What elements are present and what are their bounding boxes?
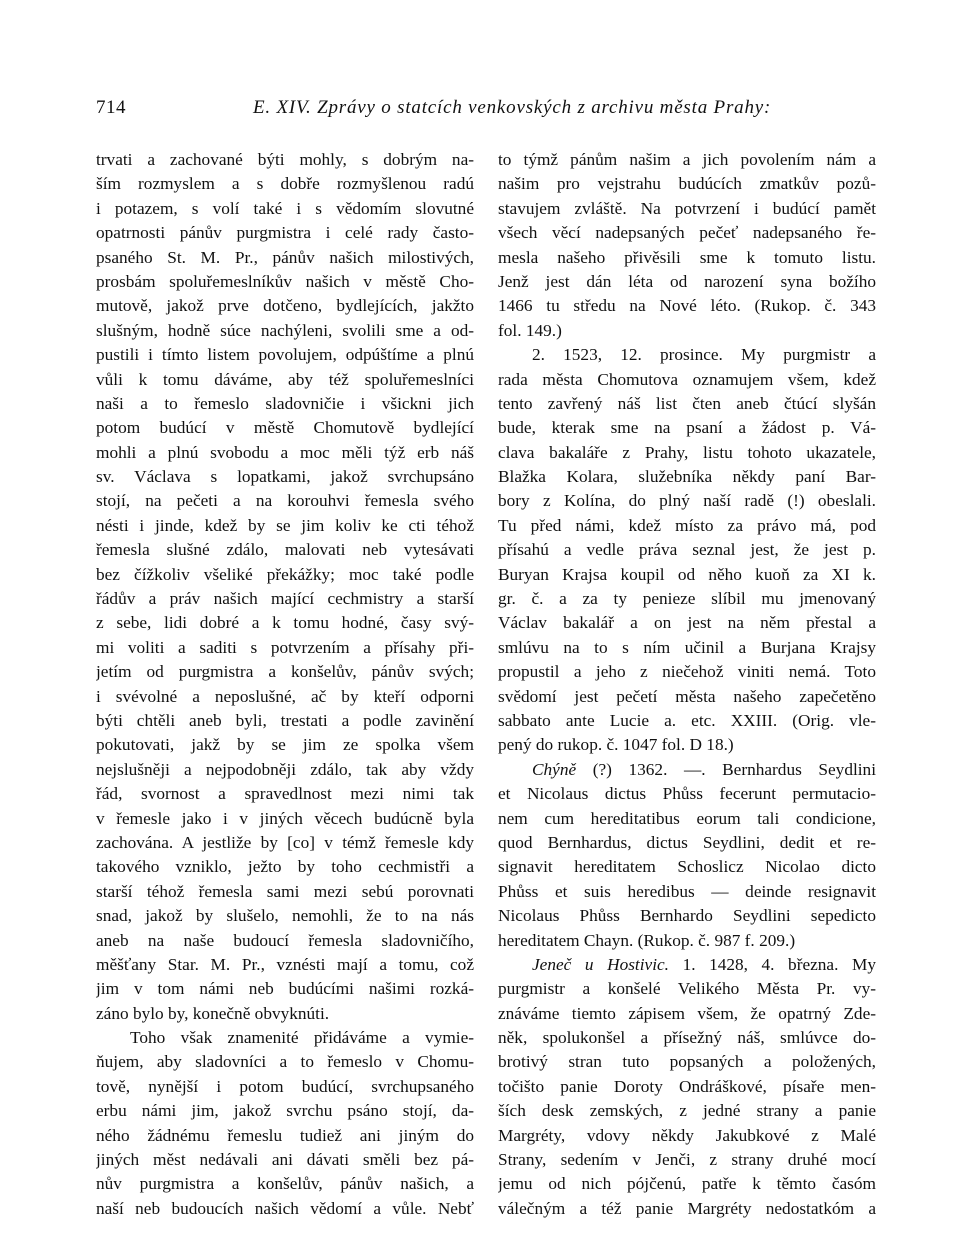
text-line: Phůss et suis heredibus — deinde resignavit (498, 881, 876, 901)
text-line: et Nicolaus dictus Phůss fecerunt permutacio- (498, 784, 876, 804)
text-line: smlúvu na to s ním učinil a Burjana Krajsy (498, 637, 876, 657)
text-line: mi voliti a saditi s potvrzením a přísahy při- (96, 637, 474, 657)
text-line: naší neb budoucích našich vědomí a vůle. Nebť (96, 1198, 474, 1218)
text-line: Buryan Krajsa koupil od něho kuoň za XI k. (498, 564, 876, 584)
text-line: něk, spolukonšel a přísežný náš, smlúvce do- (498, 1028, 876, 1048)
text-line: naši a to řemeslo sladovničie i všickni jich (96, 393, 474, 413)
text-line: to týmž pánům našim a jich povolením nám a (498, 150, 876, 169)
text-line: ších desk zemských, z jedné strany a panie (498, 1101, 876, 1121)
text-line: jim v tom námi neb budúcími našimi rozká- (96, 979, 474, 999)
left-column (96, 148, 474, 1221)
text-line: sv. Václava s lopatkami, jakož svrchupsáno (96, 467, 474, 487)
text-line: pený do rukop. č. 1047 fol. D 18.) (498, 735, 734, 755)
text-line: válečným a též panie Margréty nedostatkóm a (498, 1198, 876, 1218)
text-line: mutově, jakož prve dotčeno, bydlejících, jakžto (96, 296, 474, 316)
text-line: i svévolné a neposlušné, ač by kteří odporni (96, 686, 474, 706)
text-line: zachována. A jestliže by [co] v témž řemesle kdy (96, 832, 474, 852)
text-line: Jenž jest dán léta od narození syna božího (498, 271, 876, 291)
text-line: Václav bakalář a on jest na něm přestal a (498, 613, 876, 633)
place-name: Jeneč u Hostivic. (532, 954, 669, 974)
text-line: svědomí jest pečetí města našeho zapečetěno (498, 686, 876, 706)
text-line: brotivý stran tuto popsaných a položených, (498, 1052, 876, 1072)
text-line: vůli k tomu dáváme, aby též spoluřemeslníci (96, 369, 474, 389)
text-line: trvati a zachované býti mohly, s dobrým na- (96, 150, 474, 169)
page-header (96, 97, 876, 127)
text-line: fol. 149.) (498, 320, 562, 340)
text-line: propustil a jeho z niečehož viniti nemá. Toto (498, 662, 876, 682)
text-line: všech věcí nadepsaných pečeť nadepsaného ře- (498, 223, 876, 243)
text-line: sabbato ante Lucie a. etc. XXIII. (Orig. vle- (498, 710, 876, 730)
text-line: stojí, na pečeti a na korouhvi řemesla svého (96, 491, 474, 511)
text-line: v řemesle jako i v jiných věcech budúcně byla (96, 808, 474, 828)
text-line: rada města Chomutova oznamujem všem, kdež (498, 369, 876, 389)
text-line: bude, kterak sme na psaní a žádost p. Vá- (498, 418, 876, 438)
text-line: potom budúcí v městě Chomutově bydlející (96, 418, 474, 438)
text-line: Strany, sedením v Jenči, z strany druhé mocí (498, 1150, 876, 1170)
text-line: tento zavřený náš list čten aneb čtúcí slyšán (498, 393, 876, 413)
text-line: clava bakaláře z Prahy, listu tohoto ukazatele, (498, 442, 876, 462)
text-line: slušným, hodně súce nachýleni, svolili sme a od- (96, 320, 474, 340)
text-line: stavujem zvláště. Na potvrzení i budúcí pamět (498, 198, 876, 218)
text-line: našim pro vejstrahu budúcích zmatkův pozů- (498, 174, 876, 194)
text-line: mohli a plnú svobodu a moc měli týž erb náš (96, 442, 474, 462)
text-line: snad, jakož by slušelo, nemohli, že to na nás (96, 906, 474, 926)
text-line: Tu před námi, kdež místo za právo má, pod (498, 515, 876, 535)
text-line: takového vzniklo, ježto by toho cechmistři a (96, 857, 474, 877)
text-line: měšťany Star. M. Pr., vznésti mají a tomu, což (96, 954, 474, 974)
text-line: řemesla slušné zdálo, malovati neb vytesávati (96, 540, 474, 560)
text-line: Toho však znamenité přidáváme a vymie- (130, 1028, 474, 1048)
text-line: opatrnosti pánův purgmistra i celé rady často- (96, 223, 474, 243)
entry-text: 1. 1428, 4. března. My (682, 954, 876, 974)
text-line: Nicolaus Phůss Bernhardo Seydlini sepedicto (498, 906, 876, 926)
text-line: ného žádnému řemeslu tudiež ani jiným do (96, 1125, 474, 1145)
text-line: řád, svornost a spravedlnost mezi nimi tak (96, 784, 474, 804)
text-line: nejslušněji a nejpodobněji zdálo, tak aby vždy (96, 759, 474, 779)
text-line: hereditatem Chayn. (Rukop. č. 987 f. 209.) (498, 930, 796, 950)
running-head: E. XIV. Zprávy o statcích venkovských z archivu města Prahy: (253, 97, 772, 118)
text-line: signavit hereditatem Schoslicz Nicolao dicto (498, 857, 876, 877)
text-line: quod Bernhardus, dictus Seydlini, dedit et re- (498, 832, 876, 852)
text-line: jetím od purgmistra a konšelův, pánův svých; (96, 662, 474, 682)
text-line: nem cum hereditatibus eorum tali condicione, (498, 808, 876, 828)
page-number: 714 (96, 97, 126, 118)
text-line: ším rozmyslem a s dobře rozmyšlenou radú (96, 174, 474, 194)
text-line: aneb na naše budoucí řemesla sladovničího, (96, 930, 474, 950)
place-name: Chýně (532, 759, 577, 779)
right-column (498, 148, 876, 1221)
text-line: i potazem, s volí také i s vědomím slovutné (96, 198, 474, 218)
text-line: znáváme tiemto zápisem všem, že opatrný Zde- (498, 1003, 876, 1023)
text-line: z sebe, lidi dobré a k tomu hodné, časy svý- (96, 613, 474, 633)
text-line: býti chtěli aneb byli, trestati a podle zavinění (96, 710, 474, 730)
text-line: psaného St. M. Pr., pánův našich milostivých, (96, 247, 474, 267)
text-line: přísahú a vedle práva seznal jest, že jest p. (498, 540, 876, 560)
text-line: záno bylo by, konečně obvyknúti. (96, 1003, 330, 1023)
text-line: řádův a práv našich mající cechmistry a starší (96, 589, 474, 609)
entry-text: (?) 1362. —. Bernhardus Seydlini (592, 759, 876, 779)
text-line: Blažka Kolara, služebníka někdy paní Bar- (498, 467, 876, 487)
text-line: pokutovati, jakž by se jim ze spolka všem (96, 735, 474, 755)
text-line: prosbám spoluřemeslníkův našich v městě Cho- (96, 271, 474, 291)
text-line: mesla našeho přivěsili sme k tomuto listu. (498, 247, 876, 267)
text-line: 2. 1523, 12. prosince. My purgmistr a (532, 345, 876, 365)
text-line: 1466 tu středu na Nové léto. (Rukop. č. 343 (498, 296, 876, 316)
text-line: purgmistr a konšelé Velikého Města Pr. vy- (498, 979, 876, 999)
text-line: gr. č. a za ty penieze slíbil mu jmenovaný (498, 589, 876, 609)
text-line (498, 953, 876, 977)
text-line: ňujem, aby sladovníci a to řemeslo v Chomu- (96, 1052, 474, 1072)
text-line: erbu námi jim, jakož svrchu psáno stojí, da- (96, 1101, 474, 1121)
text-line: bez čížkoliv všeliké překážky; moc také podle (96, 564, 474, 584)
text-line: točišto panie Doroty Ondráškové, písaře men- (498, 1076, 876, 1096)
text-line: tově, nynější i potom budúcí, svrchupsaného (96, 1076, 474, 1096)
text-line: Margréty, vdovy někdy Jakubkové z Malé (498, 1125, 876, 1145)
text-line: bory z Kolína, do plný naší radě (!) obeslali. (498, 491, 876, 511)
text-line: starší téhož řemesla sami mezi sebú porovnati (96, 881, 474, 901)
text-line: nésti i jinde, kdež by se jim koliv ke cti téhož (96, 515, 474, 535)
text-line: pustili i tímto listem povolujem, odpúštíme a plnú (96, 345, 474, 365)
text-line (498, 758, 876, 782)
text-line: jiných měst nedávali ani dávati směli bez pá- (96, 1150, 474, 1170)
text-line: nův purgmistra a konšelův, pánův našich, a (96, 1174, 474, 1194)
text-line: jemu od nich pójčenú, patře k těmto časóm (498, 1174, 876, 1194)
